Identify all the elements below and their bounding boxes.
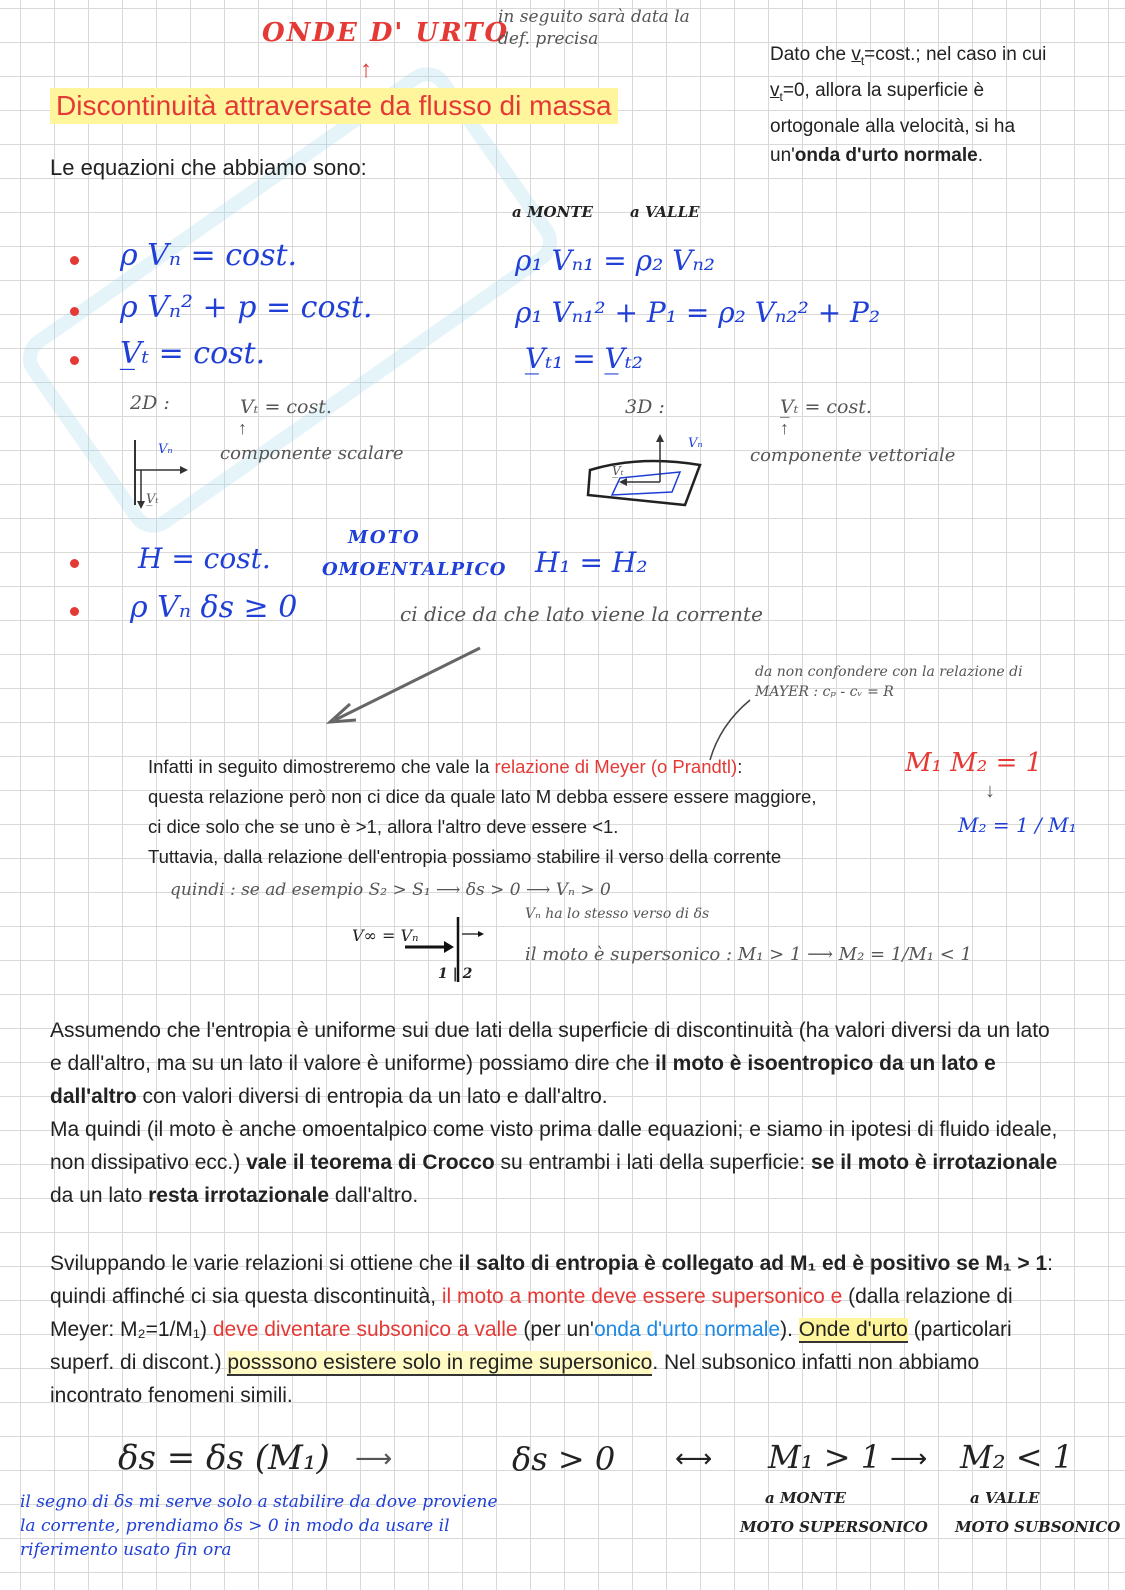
onde-urto-heading: ONDE D' URTO <box>262 18 510 48</box>
paragraph-entropy-jump: Sviluppando le varie relazioni si ottiene che il salto di entropia è collegato ad M₁ ed è positivo se M₁ > 1: quindi affinché ci sia questa discontinuità, il moto a monte deve essere supersonico e (dalla relazione di Meyer: M₂=1/M₁) deve diventare subsonico a valle (per un'onda d'urto normale). Onde d'urto (particolari superf. di discont.) posssono esistere solo in regime supersonico. Nel subsonico infatti non abbiamo incontrato fenomeni simili. <box>50 1252 1054 1407</box>
omoentalpico-label: OMOENTALPICO <box>322 559 507 580</box>
eq-momentum-right: ρ₁ Vₙ₁² + P₁ = ρ₂ Vₙ₂² + P₂ <box>515 296 881 329</box>
down-arrow-icon: ↓ <box>985 780 995 802</box>
up-arrow-icon: ↑ <box>360 56 372 83</box>
intro-box: Dato che $v_t=\cos t$.; nel caso in cui $v_t=0$, allora la superficie è ortogonale alla velocità, si ha un'onda d'urto normale. <box>770 44 1047 166</box>
final-ds-positive: δs > 0 <box>512 1440 616 1478</box>
meyer-block: Infatti in seguito dimostreremo che vale la relazione di Meyer (o Prandtl): questa relazione però non ci dice da quale lato M debba essere essere maggiore, ci dice solo che se uno è >1, allora l'altro deve essere <1. Tuttavia, dalla relazione dell'entropia possiamo stabilire il verso della corrente <box>148 756 817 867</box>
vn-label: Vₙ <box>158 442 173 457</box>
m2-formula: M₂ = 1 / M₁ <box>958 813 1077 837</box>
vt-3d: V̲ₜ = cost. <box>780 396 872 418</box>
bullet <box>70 307 79 316</box>
arrow-right-icon: ⟶ <box>890 1443 928 1473</box>
vt-label: V̲ₜ <box>146 492 159 507</box>
equations-intro: Le equazioni che abbiamo sono: <box>50 155 367 180</box>
scalar-note: componente scalare <box>220 443 404 464</box>
label-2d: 2D : <box>130 392 170 414</box>
mayer-note: da non confondere con la relazione di MAYER : cₚ - cᵥ = R <box>755 664 1023 700</box>
final-moto-sub: MOTO SUBSONICO <box>955 1518 1121 1536</box>
bullet <box>70 607 79 616</box>
label-valle: a VALLE <box>630 203 700 221</box>
final-m1: M₁ > 1 <box>768 1438 882 1476</box>
final-entropy-formula: δs = δs (M₁) <box>118 1438 330 1478</box>
vn-label-3d: Vₙ <box>688 436 703 451</box>
vector-note: componente vettoriale <box>750 445 956 466</box>
arrow-down-left-icon <box>320 640 490 730</box>
double-arrow-icon: ⟷ <box>675 1443 713 1473</box>
eq-mass-right: ρ₁ Vₙ₁ = ρ₂ Vₙ₂ <box>515 244 716 277</box>
final-note: il segno di δs mi serve solo a stabilire da dove proviene la corrente, prendiamo δs > 0 in modo da usare il riferimento usato fin ora <box>20 1492 498 1560</box>
up-arrow-icon: ↑ <box>780 418 789 438</box>
eq-enthalpy-left: H = cost. <box>138 542 271 575</box>
bullet <box>70 356 79 365</box>
eq-tangential-left: V̲ₜ = cost. <box>120 336 266 371</box>
eq-tangential-right: V̲ₜ₁ = V̲ₜ₂ <box>525 342 643 375</box>
up-arrow-icon: ↑ <box>238 418 247 438</box>
eq-entropy: ρ Vₙ δs ≥ 0 <box>130 590 298 625</box>
supersonic-line: il moto è supersonico : M₁ > 1 ⟶ M₂ = 1/M₁ < 1 <box>525 944 972 965</box>
vt-2d: Vₜ = cost. <box>240 396 332 418</box>
vt-label-3d: V̲ₜ <box>612 464 624 478</box>
eq-mass-left: ρ Vₙ = cost. <box>120 238 298 273</box>
label-3d: 3D : <box>625 396 665 418</box>
eq-momentum-left: ρ Vₙ² + p = cost. <box>120 290 373 325</box>
side-note: in seguito sarà data la def. precisa <box>498 7 690 49</box>
paragraph-isoentropic: Assumendo che l'entropia è uniforme sui due lati della superficie di discontinuità (ha valori diversi da un lato e dall'altro, ma su un lato il valore è uniforme) possiamo dire che il moto è isoentropico da un lato e dall'altro con valori diversi di entropia da un lato e dall'altro. Ma quindi (il moto è anche omoentalpico come visto prima dalle equazioni; e siamo in ipotesi di fluido ideale, non dissipativo ecc.) vale il teorema di Crocco su entrambi i lati della superficie: se il moto è irrotazionale da un lato resta irrotazionale dall'altro. <box>50 1019 1058 1207</box>
eq-enthalpy-right: H₁ = H₂ <box>535 546 648 579</box>
meyer-formula: M₁ M₂ = 1 <box>905 748 1043 778</box>
vinf-label: V∞ = Vₙ <box>352 926 419 945</box>
final-valle: a VALLE <box>970 1489 1040 1507</box>
arrow-right-icon: ⟶ <box>355 1443 393 1473</box>
example-line1: quindi : se ad esempio S₂ > S₁ ⟶ δs > 0 ⟶ Vₙ > 0 <box>170 880 611 900</box>
label-monte: a MONTE <box>512 203 593 221</box>
page-title: Discontinuità attraversate da flusso di massa <box>50 88 618 124</box>
bullet <box>70 559 79 568</box>
final-moto-super: MOTO SUPERSONICO <box>740 1518 928 1536</box>
final-monte: a MONTE <box>765 1489 846 1507</box>
sides-label: 1 | 2 <box>438 966 473 982</box>
final-m2: M₂ < 1 <box>960 1438 1074 1476</box>
entropy-note: ci dice da che lato viene la corrente <box>400 602 763 626</box>
moto-label: MOTO <box>348 527 421 548</box>
bullet <box>70 256 79 265</box>
example-line2: Vₙ ha lo stesso verso di δs <box>525 906 710 922</box>
